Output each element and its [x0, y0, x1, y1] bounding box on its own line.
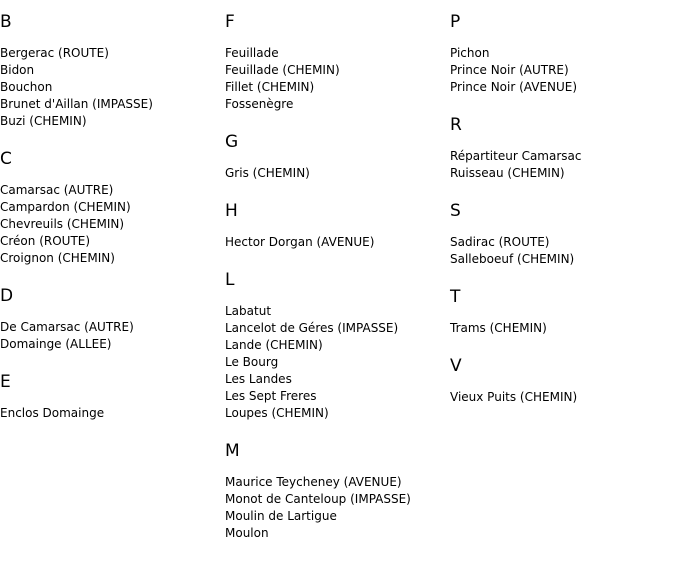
letter-heading: M [225, 441, 240, 461]
street-link[interactable]: Moulin de Lartigue [225, 509, 337, 523]
street-list [225, 303, 445, 422]
street-link[interactable]: Fossenègre [225, 97, 294, 111]
street-link[interactable]: Croignon (CHEMIN) [0, 251, 115, 265]
street-list [450, 320, 670, 337]
street-list [225, 165, 445, 182]
letter-heading: R [450, 115, 462, 135]
street-list [0, 405, 220, 422]
letter-heading: C [0, 149, 12, 169]
street-link[interactable]: Bouchon [0, 80, 53, 94]
street-link[interactable]: Prince Noir (AUTRE) [450, 63, 569, 77]
letter-heading: F [225, 12, 235, 32]
letter-group [0, 360, 220, 422]
street-list [0, 45, 220, 130]
street-link[interactable]: Prince Noir (AVENUE) [450, 80, 578, 94]
letter-heading: L [225, 270, 235, 290]
street-link[interactable]: Ruisseau (CHEMIN) [450, 166, 565, 180]
street-link[interactable]: Buzi (CHEMIN) [0, 114, 87, 128]
letter-heading: H [225, 201, 238, 221]
letter-heading: V [450, 356, 462, 376]
street-link[interactable]: Loupes (CHEMIN) [225, 406, 329, 420]
street-list [450, 148, 670, 182]
street-link[interactable]: Gris (CHEMIN) [225, 166, 310, 180]
letter-heading: B [0, 12, 12, 32]
letter-group [0, 137, 220, 267]
street-list [0, 182, 220, 267]
letter-group [225, 258, 445, 422]
street-column [225, 0, 445, 549]
street-list [0, 319, 220, 353]
letter-heading: E [0, 372, 11, 392]
letter-group [450, 189, 670, 268]
street-link[interactable]: Le Bourg [225, 355, 279, 369]
letter-heading: T [450, 287, 461, 307]
street-link[interactable]: Les Landes [225, 372, 292, 386]
street-link[interactable]: Enclos Domainge [0, 406, 105, 420]
street-list [450, 234, 670, 268]
letter-group [225, 189, 445, 251]
letter-group [0, 274, 220, 353]
letter-heading: S [450, 201, 461, 221]
street-link[interactable]: Fillet (CHEMIN) [225, 80, 315, 94]
letter-group [450, 344, 670, 406]
street-link[interactable]: Domainge (ALLEE) [0, 337, 112, 351]
street-link[interactable]: Monot de Canteloup (IMPASSE) [225, 492, 411, 506]
street-list [450, 389, 670, 406]
street-link[interactable]: Trams (CHEMIN) [450, 321, 547, 335]
street-link[interactable]: Salleboeuf (CHEMIN) [450, 252, 575, 266]
letter-group [450, 275, 670, 337]
street-link[interactable]: De Camarsac (AUTRE) [0, 320, 134, 334]
street-link[interactable]: Lancelot de Géres (IMPASSE) [225, 321, 399, 335]
street-link[interactable]: Répartiteur Camarsac [450, 149, 582, 163]
street-list [225, 474, 445, 542]
letter-heading: P [450, 12, 461, 32]
street-link[interactable]: Chevreuils (CHEMIN) [0, 217, 125, 231]
letter-group [0, 0, 220, 130]
street-link[interactable]: Hector Dorgan (AVENUE) [225, 235, 375, 249]
letter-group [450, 103, 670, 182]
street-link[interactable]: Pichon [450, 46, 490, 60]
street-column [0, 0, 220, 429]
letter-group [225, 429, 445, 542]
letter-heading: G [225, 132, 239, 152]
letter-group [450, 0, 670, 96]
street-link[interactable]: Lande (CHEMIN) [225, 338, 323, 352]
street-column [450, 0, 670, 413]
street-link[interactable]: Créon (ROUTE) [0, 234, 91, 248]
street-link[interactable]: Bidon [0, 63, 35, 77]
street-link[interactable]: Camarsac (AUTRE) [0, 183, 114, 197]
street-link[interactable]: Labatut [225, 304, 272, 318]
street-link[interactable]: Les Sept Freres [225, 389, 317, 403]
street-link[interactable]: Sadirac (ROUTE) [450, 235, 550, 249]
street-link[interactable]: Moulon [225, 526, 269, 540]
letter-heading: D [0, 286, 14, 306]
street-list [225, 234, 445, 251]
street-link[interactable]: Brunet d'Aillan (IMPASSE) [0, 97, 153, 111]
street-link[interactable]: Vieux Puits (CHEMIN) [450, 390, 578, 404]
street-link[interactable]: Campardon (CHEMIN) [0, 200, 131, 214]
street-link[interactable]: Bergerac (ROUTE) [0, 46, 109, 60]
letter-group [225, 120, 445, 182]
street-list [225, 45, 445, 113]
letter-group [225, 0, 445, 113]
street-link[interactable]: Feuillade [225, 46, 279, 60]
street-link[interactable]: Feuillade (CHEMIN) [225, 63, 340, 77]
street-link[interactable]: Maurice Teycheney (AVENUE) [225, 475, 402, 489]
street-list [450, 45, 670, 96]
